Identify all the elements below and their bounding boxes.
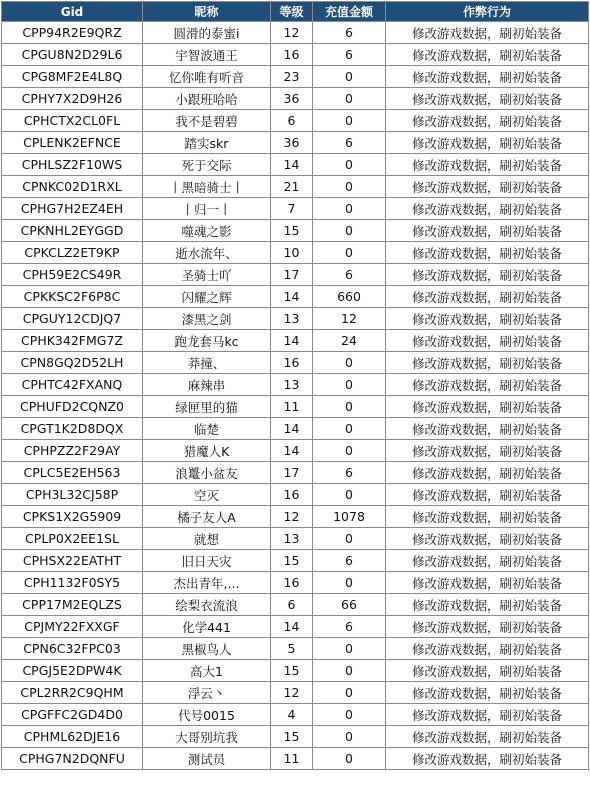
cell-gid: CPH59E2CS49R <box>2 264 143 286</box>
cell-nickname: 忆你唯有听音 <box>143 66 271 88</box>
cell-gid: CPH3L32CJ58P <box>2 484 143 506</box>
cell-level: 17 <box>271 264 313 286</box>
cell-gid: CPHY7X2D9H26 <box>2 88 143 110</box>
cell-nickname: 黑椒鸟人 <box>143 638 271 660</box>
cell-gid: CPHK342FMG7Z <box>2 330 143 352</box>
cell-nickname: 闪耀之辉 <box>143 286 271 308</box>
cell-recharge-amount: 0 <box>313 704 386 726</box>
cell-nickname: 死于交际 <box>143 154 271 176</box>
table-row <box>2 220 589 242</box>
table-row <box>2 110 589 132</box>
cell-level: 12 <box>271 506 313 528</box>
cell-recharge-amount: 24 <box>313 330 386 352</box>
cheater-table <box>1 1 589 770</box>
cell-cheat-behavior: 修改游戏数据，刷初始装备 <box>386 726 589 748</box>
cell-recharge-amount: 0 <box>313 528 386 550</box>
cell-recharge-amount: 0 <box>313 176 386 198</box>
cell-recharge-amount: 660 <box>313 286 386 308</box>
cell-cheat-behavior: 修改游戏数据，刷初始装备 <box>386 330 589 352</box>
table-row <box>2 176 589 198</box>
table-row <box>2 418 589 440</box>
cell-level: 14 <box>271 154 313 176</box>
cell-level: 17 <box>271 462 313 484</box>
cell-gid: CPNKC02D1RXL <box>2 176 143 198</box>
table-row <box>2 330 589 352</box>
cell-gid: CPHUFD2CQNZ0 <box>2 396 143 418</box>
table-row <box>2 352 589 374</box>
cell-level: 6 <box>271 594 313 616</box>
cell-gid: CPP94R2E9QRZ <box>2 22 143 44</box>
cell-cheat-behavior: 修改游戏数据，刷初始装备 <box>386 154 589 176</box>
header-row <box>2 2 589 22</box>
table-row <box>2 528 589 550</box>
cell-nickname: 麻辣串 <box>143 374 271 396</box>
table-row <box>2 154 589 176</box>
table-row <box>2 286 589 308</box>
header-level: 等级 <box>271 2 313 22</box>
cell-level: 14 <box>271 440 313 462</box>
cell-cheat-behavior: 修改游戏数据，刷初始装备 <box>386 440 589 462</box>
cell-gid: CPHG7N2DQNFU <box>2 748 143 770</box>
cell-recharge-amount: 0 <box>313 154 386 176</box>
cell-gid: CPHPZZ2F29AY <box>2 440 143 462</box>
cell-cheat-behavior: 修改游戏数据，刷初始装备 <box>386 550 589 572</box>
header-gid: Gid <box>2 2 143 22</box>
cell-nickname: 丨归一丨 <box>143 198 271 220</box>
header-recharge-amount: 充值金额 <box>313 2 386 22</box>
cell-nickname: 噬魂之影 <box>143 220 271 242</box>
table-row <box>2 440 589 462</box>
cell-cheat-behavior: 修改游戏数据，刷初始装备 <box>386 110 589 132</box>
cell-recharge-amount: 12 <box>313 308 386 330</box>
cell-recharge-amount: 0 <box>313 572 386 594</box>
cell-recharge-amount: 0 <box>313 220 386 242</box>
cell-recharge-amount: 6 <box>313 132 386 154</box>
cell-recharge-amount: 0 <box>313 748 386 770</box>
cell-cheat-behavior: 修改游戏数据，刷初始装备 <box>386 396 589 418</box>
cell-recharge-amount: 6 <box>313 44 386 66</box>
cell-level: 16 <box>271 44 313 66</box>
cell-cheat-behavior: 修改游戏数据，刷初始装备 <box>386 572 589 594</box>
cell-cheat-behavior: 修改游戏数据，刷初始装备 <box>386 506 589 528</box>
cell-nickname: 就想 <box>143 528 271 550</box>
cell-nickname: 猎魔人K <box>143 440 271 462</box>
cell-nickname: 绘梨衣流浪 <box>143 594 271 616</box>
cell-gid: CPHML62DJE16 <box>2 726 143 748</box>
cell-cheat-behavior: 修改游戏数据，刷初始装备 <box>386 374 589 396</box>
cell-recharge-amount: 0 <box>313 198 386 220</box>
cell-level: 16 <box>271 484 313 506</box>
cell-cheat-behavior: 修改游戏数据，刷初始装备 <box>386 308 589 330</box>
cell-gid: CPGU8N2D29L6 <box>2 44 143 66</box>
cell-gid: CPN8GQ2D52LH <box>2 352 143 374</box>
cell-gid: CPHSX22EATHT <box>2 550 143 572</box>
cell-nickname: 小跟班哈哈 <box>143 88 271 110</box>
cell-level: 13 <box>271 528 313 550</box>
cell-cheat-behavior: 修改游戏数据，刷初始装备 <box>386 242 589 264</box>
cell-level: 14 <box>271 616 313 638</box>
cell-gid: CPHCTX2CL0FL <box>2 110 143 132</box>
table-row <box>2 374 589 396</box>
cell-nickname: 临楚 <box>143 418 271 440</box>
cell-level: 5 <box>271 638 313 660</box>
cell-cheat-behavior: 修改游戏数据，刷初始装备 <box>386 682 589 704</box>
table-row <box>2 308 589 330</box>
cell-cheat-behavior: 修改游戏数据，刷初始装备 <box>386 88 589 110</box>
cell-recharge-amount: 0 <box>313 484 386 506</box>
cell-level: 6 <box>271 110 313 132</box>
cell-recharge-amount: 0 <box>313 440 386 462</box>
cell-cheat-behavior: 修改游戏数据，刷初始装备 <box>386 704 589 726</box>
cell-nickname: 化学441 <box>143 616 271 638</box>
cell-nickname: 杰出青年,... <box>143 572 271 594</box>
cell-level: 10 <box>271 242 313 264</box>
cell-level: 36 <box>271 88 313 110</box>
table-row <box>2 726 589 748</box>
cell-gid: CPH1132F0SY5 <box>2 572 143 594</box>
cell-level: 15 <box>271 550 313 572</box>
cell-level: 7 <box>271 198 313 220</box>
cell-recharge-amount: 0 <box>313 418 386 440</box>
cell-gid: CPGT1K2D8DQX <box>2 418 143 440</box>
cell-cheat-behavior: 修改游戏数据，刷初始装备 <box>386 198 589 220</box>
cell-nickname: 跑龙套马kc <box>143 330 271 352</box>
table-body <box>2 22 589 770</box>
table-row <box>2 88 589 110</box>
cell-gid: CPKKSC2F6P8C <box>2 286 143 308</box>
cell-cheat-behavior: 修改游戏数据，刷初始装备 <box>386 660 589 682</box>
cell-nickname: 空灭 <box>143 484 271 506</box>
cell-gid: CPGFFC2GD4D0 <box>2 704 143 726</box>
table-row <box>2 572 589 594</box>
cell-recharge-amount: 6 <box>313 616 386 638</box>
cell-gid: CPJMY22FXXGF <box>2 616 143 638</box>
cell-gid: CPL2RR2C9QHM <box>2 682 143 704</box>
cell-level: 15 <box>271 726 313 748</box>
cell-level: 36 <box>271 132 313 154</box>
table-row <box>2 44 589 66</box>
table-row <box>2 594 589 616</box>
cell-cheat-behavior: 修改游戏数据，刷初始装备 <box>386 638 589 660</box>
cell-recharge-amount: 0 <box>313 374 386 396</box>
cell-nickname: 代号0015 <box>143 704 271 726</box>
cell-cheat-behavior: 修改游戏数据，刷初始装备 <box>386 286 589 308</box>
header-cheat-behavior: 作弊行为 <box>386 2 589 22</box>
cell-nickname: 逝水流年、 <box>143 242 271 264</box>
cell-level: 11 <box>271 748 313 770</box>
cell-cheat-behavior: 修改游戏数据，刷初始装备 <box>386 220 589 242</box>
cell-cheat-behavior: 修改游戏数据，刷初始装备 <box>386 484 589 506</box>
cell-nickname: 大哥别坑我 <box>143 726 271 748</box>
cell-level: 13 <box>271 374 313 396</box>
cell-recharge-amount: 1078 <box>313 506 386 528</box>
table-row <box>2 264 589 286</box>
cell-level: 12 <box>271 22 313 44</box>
cell-level: 13 <box>271 308 313 330</box>
cell-nickname: 旧日天灾 <box>143 550 271 572</box>
cell-gid: CPHLSZ2F10WS <box>2 154 143 176</box>
cell-recharge-amount: 0 <box>313 66 386 88</box>
table-row <box>2 550 589 572</box>
cell-cheat-behavior: 修改游戏数据，刷初始装备 <box>386 44 589 66</box>
cell-gid: CPHG7H2EZ4EH <box>2 198 143 220</box>
table-row <box>2 748 589 770</box>
table-row <box>2 704 589 726</box>
table-row <box>2 242 589 264</box>
cell-gid: CPN6C32FPC03 <box>2 638 143 660</box>
cell-level: 14 <box>271 286 313 308</box>
cell-recharge-amount: 0 <box>313 682 386 704</box>
cell-cheat-behavior: 修改游戏数据，刷初始装备 <box>386 616 589 638</box>
table-row <box>2 198 589 220</box>
cell-nickname: 我不是碧碧 <box>143 110 271 132</box>
cell-nickname: 漆黑之剑 <box>143 308 271 330</box>
cell-level: 14 <box>271 418 313 440</box>
table-row <box>2 132 589 154</box>
table-row <box>2 462 589 484</box>
table-row <box>2 22 589 44</box>
table-row <box>2 638 589 660</box>
cell-level: 16 <box>271 572 313 594</box>
table-row <box>2 484 589 506</box>
cell-nickname: 浪鼍小盆友 <box>143 462 271 484</box>
cell-nickname: 圣骑士吖 <box>143 264 271 286</box>
cell-recharge-amount: 6 <box>313 22 386 44</box>
cell-cheat-behavior: 修改游戏数据，刷初始装备 <box>386 748 589 770</box>
cell-level: 16 <box>271 352 313 374</box>
cell-gid: CPGUY12CDJQ7 <box>2 308 143 330</box>
cell-recharge-amount: 6 <box>313 264 386 286</box>
cell-nickname: 宇智波通王 <box>143 44 271 66</box>
cell-recharge-amount: 0 <box>313 396 386 418</box>
cell-recharge-amount: 0 <box>313 726 386 748</box>
cell-gid: CPLENK2EFNCE <box>2 132 143 154</box>
cell-level: 15 <box>271 220 313 242</box>
cell-cheat-behavior: 修改游戏数据，刷初始装备 <box>386 528 589 550</box>
cell-gid: CPLC5E2EH563 <box>2 462 143 484</box>
cell-recharge-amount: 0 <box>313 242 386 264</box>
cell-level: 14 <box>271 330 313 352</box>
cell-recharge-amount: 0 <box>313 638 386 660</box>
cell-recharge-amount: 6 <box>313 550 386 572</box>
cell-recharge-amount: 0 <box>313 660 386 682</box>
table-row <box>2 66 589 88</box>
cell-nickname: 浮云丶 <box>143 682 271 704</box>
cell-cheat-behavior: 修改游戏数据，刷初始装备 <box>386 264 589 286</box>
cell-level: 15 <box>271 660 313 682</box>
header-nickname: 昵称 <box>143 2 271 22</box>
cell-recharge-amount: 0 <box>313 352 386 374</box>
cell-recharge-amount: 66 <box>313 594 386 616</box>
cell-level: 11 <box>271 396 313 418</box>
cell-cheat-behavior: 修改游戏数据，刷初始装备 <box>386 352 589 374</box>
cell-gid: CPKCLZ2ET9KP <box>2 242 143 264</box>
cell-nickname: 高大1 <box>143 660 271 682</box>
cell-cheat-behavior: 修改游戏数据，刷初始装备 <box>386 594 589 616</box>
table-header <box>2 2 589 22</box>
table-row <box>2 660 589 682</box>
cell-nickname: 测试员 <box>143 748 271 770</box>
cell-gid: CPKS1X2G5909 <box>2 506 143 528</box>
cell-cheat-behavior: 修改游戏数据，刷初始装备 <box>386 462 589 484</box>
table-row <box>2 682 589 704</box>
table-row <box>2 506 589 528</box>
cell-level: 21 <box>271 176 313 198</box>
cell-cheat-behavior: 修改游戏数据，刷初始装备 <box>386 22 589 44</box>
cell-nickname: 绿匣里的猫 <box>143 396 271 418</box>
cell-level: 12 <box>271 682 313 704</box>
cell-cheat-behavior: 修改游戏数据，刷初始装备 <box>386 132 589 154</box>
cell-gid: CPG8MF2E4L8Q <box>2 66 143 88</box>
cell-cheat-behavior: 修改游戏数据，刷初始装备 <box>386 418 589 440</box>
table-row <box>2 616 589 638</box>
cell-nickname: 橘子友人A <box>143 506 271 528</box>
cell-gid: CPGJ5E2DPW4K <box>2 660 143 682</box>
cell-recharge-amount: 0 <box>313 110 386 132</box>
cell-nickname: 丨黑暗骑士丨 <box>143 176 271 198</box>
table-row <box>2 396 589 418</box>
cell-level: 23 <box>271 66 313 88</box>
cell-gid: CPP17M2EQLZS <box>2 594 143 616</box>
cell-recharge-amount: 6 <box>313 462 386 484</box>
cell-nickname: 踏实skr <box>143 132 271 154</box>
cell-cheat-behavior: 修改游戏数据，刷初始装备 <box>386 66 589 88</box>
cell-nickname: 莽撞、 <box>143 352 271 374</box>
cell-gid: CPHTC42FXANQ <box>2 374 143 396</box>
cell-gid: CPKNHL2EYGGD <box>2 220 143 242</box>
cell-nickname: 圆滑的泰蜜i <box>143 22 271 44</box>
cell-gid: CPLP0X2EE1SL <box>2 528 143 550</box>
cell-level: 4 <box>271 704 313 726</box>
cell-cheat-behavior: 修改游戏数据，刷初始装备 <box>386 176 589 198</box>
cell-recharge-amount: 0 <box>313 88 386 110</box>
